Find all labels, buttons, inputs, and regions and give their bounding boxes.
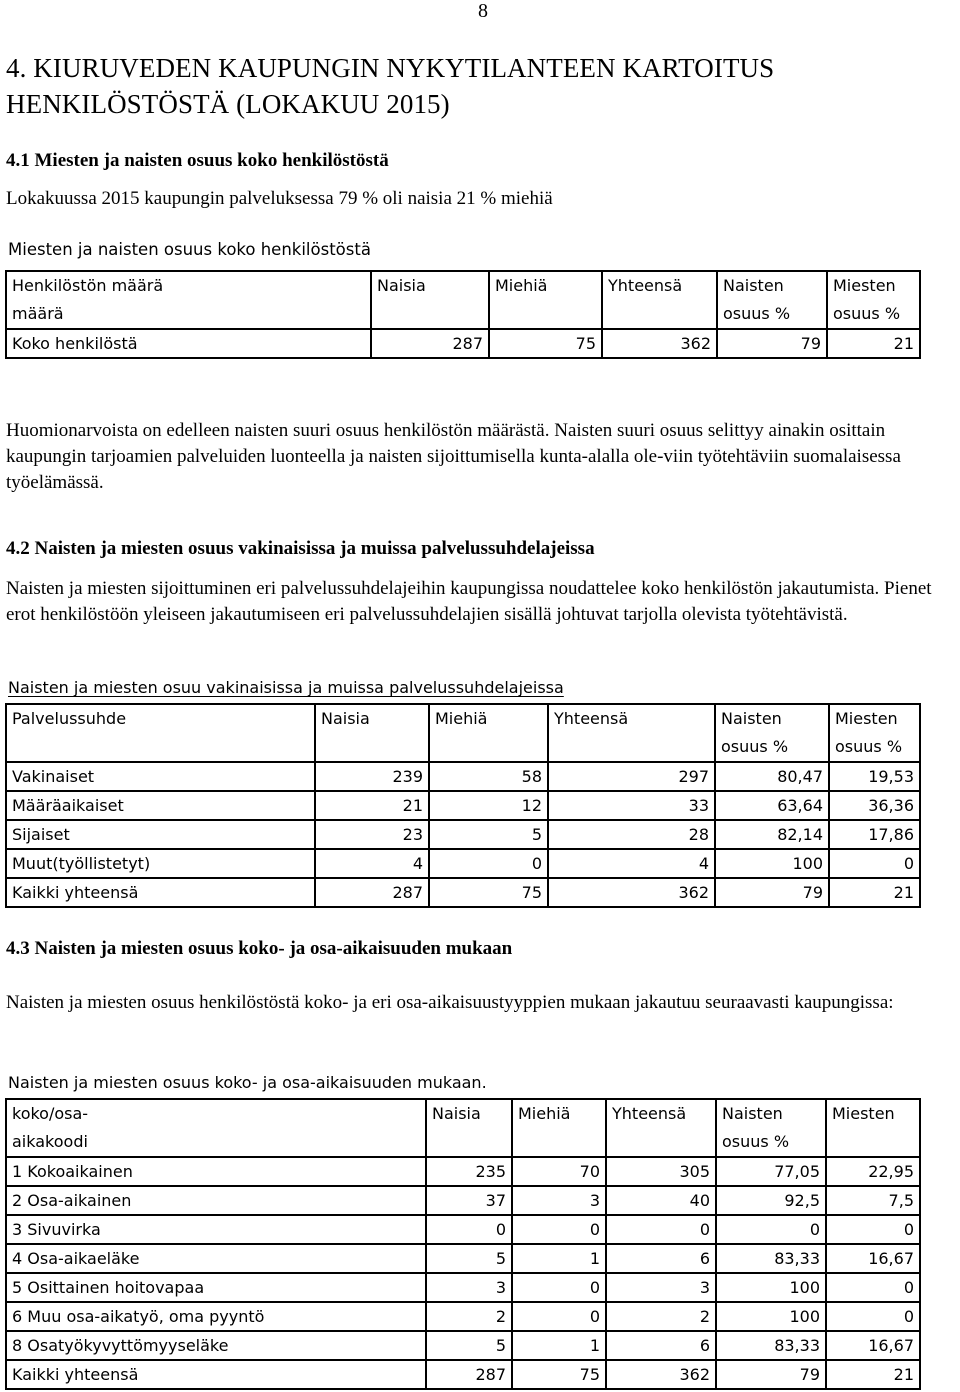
table-cell: 287	[426, 1360, 512, 1389]
table-cell: 297	[548, 762, 715, 791]
table-header-cell	[6, 704, 315, 762]
row-label: 8 Osatyökyvyttömyyseläke	[6, 1331, 426, 1360]
page-title	[6, 50, 774, 122]
table-cell: 83,33	[716, 1331, 826, 1360]
table-cell: 5	[429, 820, 548, 849]
table-3-caption: Naisten ja miesten osuus koko- ja osa-aikaisuuden mukaan.	[8, 1073, 487, 1092]
row-label: Muut(työllistetyt)	[6, 849, 315, 878]
table-header-cell	[715, 704, 829, 762]
header-text: Miesten	[833, 276, 896, 295]
header-spacer	[495, 300, 596, 328]
table-header-cell	[512, 1099, 606, 1157]
table-cell: 362	[606, 1360, 716, 1389]
header-spacer	[435, 733, 542, 761]
header-text: koko/osa-	[12, 1104, 89, 1123]
table-header-cell	[827, 271, 920, 329]
row-label: Vakinaiset	[6, 762, 315, 791]
table-row	[6, 791, 920, 820]
table-header-cell	[602, 271, 717, 329]
table-cell: 83,33	[716, 1244, 826, 1273]
section-4-2-paragraph: Naisten ja miesten sijoittuminen eri palvelussuhdelajeihin kaupungissa noudattelee koko henkilöstön jakautumista. Pienet erot henkilöstöön yleiseen jakautumiseen eri palvelussuhdelajien sisällä johtuvat tarjolla olevista työtehtävistä.	[6, 578, 932, 625]
table-cell: 305	[606, 1157, 716, 1186]
table-cell: 79	[716, 1360, 826, 1389]
table-row	[6, 329, 920, 358]
table-row	[6, 1157, 920, 1186]
header-spacer	[321, 733, 423, 761]
row-label: Koko henkilöstä	[6, 329, 371, 358]
table-cell: 21	[829, 878, 920, 907]
table-header-cell	[548, 704, 715, 762]
header-text: Miehiä	[518, 1104, 571, 1123]
header-text: osuus %	[833, 304, 901, 323]
table-1-caption: Miesten ja naisten osuus koko henkilöstöstä	[8, 240, 371, 259]
table-row	[6, 1331, 920, 1360]
row-label: 1 Kokoaikainen	[6, 1157, 426, 1186]
table-cell: 5	[426, 1244, 512, 1273]
table-row	[6, 1273, 920, 1302]
table-cell: 77,05	[716, 1157, 826, 1186]
table-header-cell	[6, 1099, 426, 1157]
table-cell: 75	[489, 329, 602, 358]
table-cell: 2	[426, 1302, 512, 1331]
header-text: osuus %	[723, 304, 791, 323]
header-text: aikakoodi	[12, 1132, 88, 1151]
header-text: Naisten	[721, 709, 782, 728]
header-text: Miehiä	[435, 709, 488, 728]
table-header-cell	[315, 704, 429, 762]
table-row	[6, 1360, 920, 1389]
table-cell: 0	[826, 1215, 920, 1244]
table-cell: 5	[426, 1331, 512, 1360]
header-text: Naisia	[321, 709, 370, 728]
table-cell: 7,5	[826, 1186, 920, 1215]
table-cell: 0	[426, 1215, 512, 1244]
header-text: määrä	[12, 304, 64, 323]
header-text: Miesten	[832, 1104, 895, 1123]
header-text: Miehiä	[495, 276, 548, 295]
section-4-3-paragraph: Naisten ja miesten osuus henkilöstöstä koko- ja eri osa-aikaisuustyyppien mukaan jakautuu seuraavasti kaupungissa:	[6, 992, 894, 1013]
table-cell: 100	[715, 849, 829, 878]
table-cell: 362	[602, 329, 717, 358]
table-cell: 287	[315, 878, 429, 907]
row-label: 6 Muu osa-aikatyö, oma pyyntö	[6, 1302, 426, 1331]
table-cell: 75	[512, 1360, 606, 1389]
row-label: Kaikki yhteensä	[6, 1360, 426, 1389]
table-header-cell	[606, 1099, 716, 1157]
table-header-cell	[489, 271, 602, 329]
table-cell: 79	[715, 878, 829, 907]
table-row	[6, 762, 920, 791]
row-label: 5 Osittainen hoitovapaa	[6, 1273, 426, 1302]
table-header-cell	[371, 271, 489, 329]
row-label: Sijaiset	[6, 820, 315, 849]
header-spacer	[377, 300, 483, 328]
header-text: Henkilöstön määrä	[12, 276, 164, 295]
row-label: 2 Osa-aikainen	[6, 1186, 426, 1215]
header-spacer	[832, 1128, 914, 1156]
table-cell: 63,64	[715, 791, 829, 820]
table-cell: 1	[512, 1244, 606, 1273]
table-header-cell	[829, 704, 920, 762]
table-header-cell	[717, 271, 827, 329]
table-cell: 70	[512, 1157, 606, 1186]
table-cell: 28	[548, 820, 715, 849]
table-row	[6, 1186, 920, 1215]
header-spacer	[432, 1128, 506, 1156]
header-text: Yhteensä	[612, 1104, 687, 1123]
table-row	[6, 1244, 920, 1273]
table-header-cell	[826, 1099, 920, 1157]
table-cell: 235	[426, 1157, 512, 1186]
table-cell: 362	[548, 878, 715, 907]
row-label: Kaikki yhteensä	[6, 878, 315, 907]
table-cell: 0	[512, 1273, 606, 1302]
table-cell: 12	[429, 791, 548, 820]
table-cell: 0	[512, 1302, 606, 1331]
table-cell: 21	[826, 1360, 920, 1389]
table-cell: 0	[826, 1273, 920, 1302]
section-4-1-intro: Lokakuussa 2015 kaupungin palveluksessa 79 % oli naisia 21 % miehiä	[6, 188, 553, 209]
header-text: Palvelussuhde	[12, 709, 127, 728]
table-header-cell	[716, 1099, 826, 1157]
table-cell: 19,53	[829, 762, 920, 791]
table-cell: 22,95	[826, 1157, 920, 1186]
page-title-line-1: 4. KIURUVEDEN KAUPUNGIN NYKYTILANTEEN KARTOITUS	[6, 53, 775, 83]
header-spacer	[518, 1128, 600, 1156]
table-cell: 4	[548, 849, 715, 878]
table-cell: 4	[315, 849, 429, 878]
header-text: osuus %	[722, 1132, 790, 1151]
table-cell: 239	[315, 762, 429, 791]
header-spacer	[554, 733, 709, 761]
table-total-staff	[5, 270, 921, 359]
header-text: osuus %	[721, 737, 789, 756]
table-header-row	[6, 271, 920, 329]
row-label: 3 Sivuvirka	[6, 1215, 426, 1244]
page-title-line-2: HENKILÖSTÖSTÄ (LOKAKUU 2015)	[6, 89, 450, 119]
table-cell: 33	[548, 791, 715, 820]
table-cell: 3	[512, 1186, 606, 1215]
table-row	[6, 878, 920, 907]
table-header-cell	[429, 704, 548, 762]
header-text: osuus %	[835, 737, 903, 756]
header-text: Naisia	[377, 276, 426, 295]
table-cell: 3	[606, 1273, 716, 1302]
table-cell: 100	[716, 1273, 826, 1302]
table-cell: 0	[716, 1215, 826, 1244]
table-row	[6, 1215, 920, 1244]
table-cell: 21	[827, 329, 920, 358]
header-text: Naisia	[432, 1104, 481, 1123]
table-cell: 2	[606, 1302, 716, 1331]
table-row	[6, 849, 920, 878]
table-2-caption: Naisten ja miesten osuu vakinaisissa ja muissa palvelussuhdelajeissa	[8, 678, 564, 697]
table-cell: 21	[315, 791, 429, 820]
section-4-2-heading: 4.2 Naisten ja miesten osuus vakinaisissa ja muissa palvelussuhdelajeissa	[6, 538, 595, 559]
header-spacer	[12, 733, 309, 761]
table-employment-types	[5, 703, 921, 908]
section-4-1-paragraph: Huomionarvoista on edelleen naisten suuri osuus henkilöstön määrästä. Naisten suuri osuus selittyy ainakin osittain kaupungin tarjoamien palveluiden luonteella ja naisten sijoittumisella kunta-alalla ole-viin työtehtäviin suomalaisessa työelämässä.	[6, 420, 901, 493]
table-cell: 1	[512, 1331, 606, 1360]
table-cell: 16,67	[826, 1331, 920, 1360]
table-row	[6, 820, 920, 849]
table-cell: 80,47	[715, 762, 829, 791]
table-header-cell	[426, 1099, 512, 1157]
table-cell: 0	[606, 1215, 716, 1244]
row-label: Määräaikaiset	[6, 791, 315, 820]
table-header-row	[6, 704, 920, 762]
table-cell: 3	[426, 1273, 512, 1302]
header-spacer	[612, 1128, 710, 1156]
table-header-cell	[6, 271, 371, 329]
table-cell: 92,5	[716, 1186, 826, 1215]
table-working-time	[5, 1098, 921, 1390]
table-cell: 287	[371, 329, 489, 358]
section-4-1-heading: 4.1 Miesten ja naisten osuus koko henkilöstöstä	[6, 150, 389, 171]
page-number: 8	[478, 0, 488, 22]
header-text: Naisten	[722, 1104, 783, 1123]
table-cell: 100	[716, 1302, 826, 1331]
table-row	[6, 1302, 920, 1331]
header-text: Yhteensä	[608, 276, 683, 295]
section-4-3-heading: 4.3 Naisten ja miesten osuus koko- ja osa-aikaisuuden mukaan	[6, 938, 513, 959]
table-cell: 0	[829, 849, 920, 878]
table-header-row	[6, 1099, 920, 1157]
table-cell: 58	[429, 762, 548, 791]
table-cell: 6	[606, 1244, 716, 1273]
table-cell: 0	[429, 849, 548, 878]
table-cell: 17,86	[829, 820, 920, 849]
table-cell: 82,14	[715, 820, 829, 849]
table-cell: 40	[606, 1186, 716, 1215]
table-cell: 75	[429, 878, 548, 907]
header-spacer	[608, 300, 711, 328]
header-text: Miesten	[835, 709, 898, 728]
table-cell: 79	[717, 329, 827, 358]
table-cell: 6	[606, 1331, 716, 1360]
table-cell: 0	[826, 1302, 920, 1331]
header-text: Naisten	[723, 276, 784, 295]
table-cell: 36,36	[829, 791, 920, 820]
table-cell: 0	[512, 1215, 606, 1244]
table-cell: 37	[426, 1186, 512, 1215]
header-text: Yhteensä	[554, 709, 629, 728]
table-cell: 16,67	[826, 1244, 920, 1273]
table-cell: 23	[315, 820, 429, 849]
row-label: 4 Osa-aikaeläke	[6, 1244, 426, 1273]
